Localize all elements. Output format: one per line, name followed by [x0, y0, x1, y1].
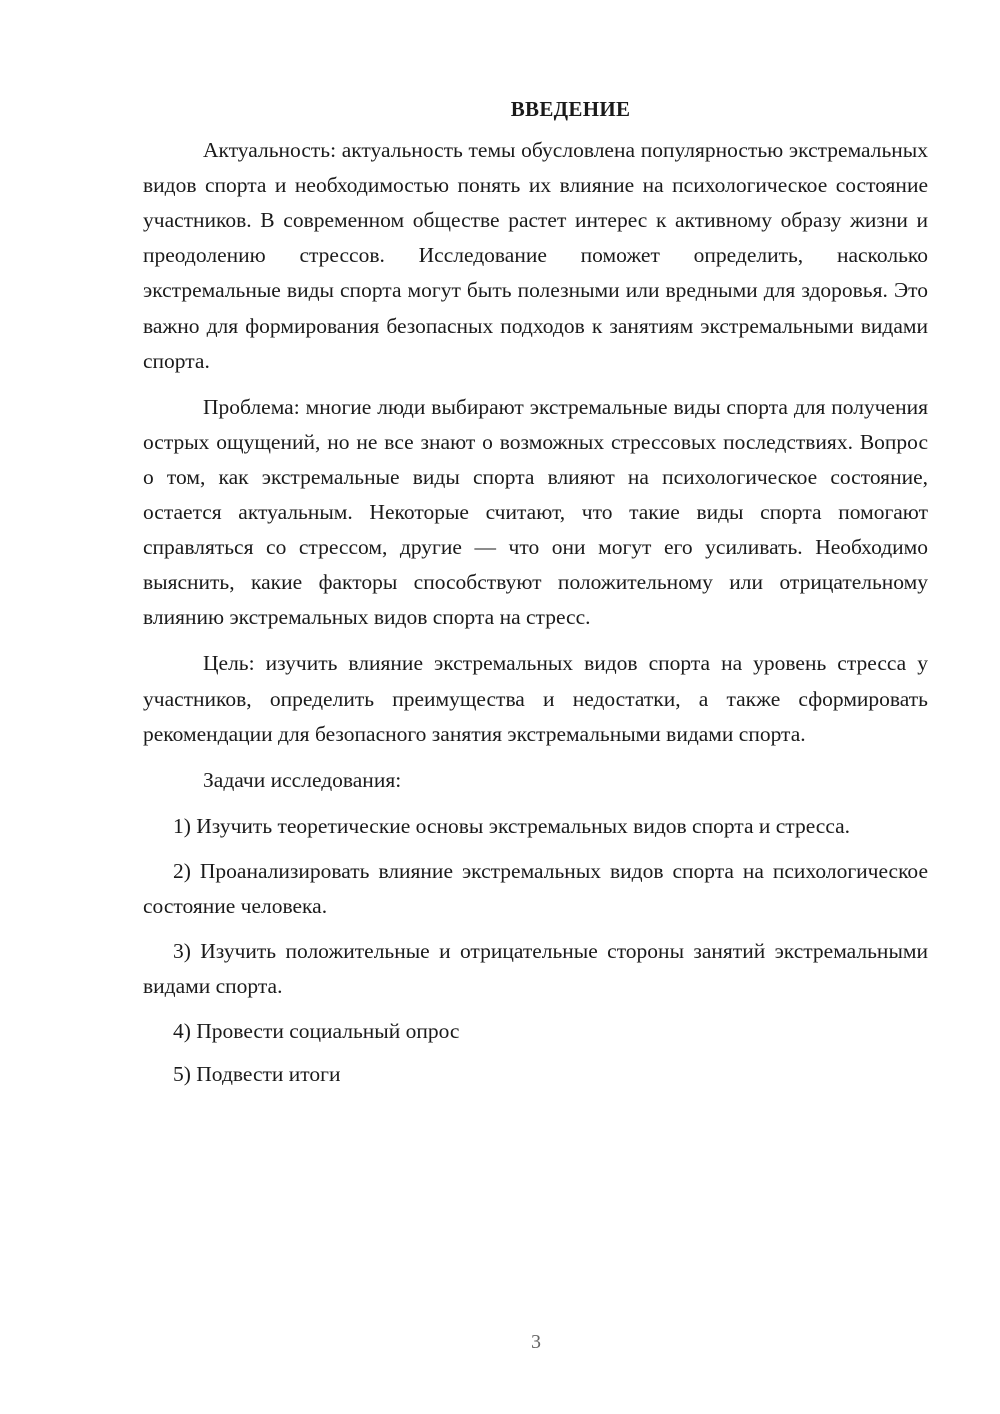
list-item: 1) Изучить теоретические основы экстремальных видов спорта и стресса.: [173, 813, 851, 838]
list-item: 4) Провести социальный опрос: [173, 1019, 460, 1044]
document-title: ВВЕДЕНИЕ: [510, 97, 631, 121]
paragraph-goal: Цель: изучить влияние экстремальных видов спорта на уровень стресса у участников, определить преимущества и недостатки, а также сформировать рекомендации для безопасного занятия экстремальными видами спорта.: [143, 651, 928, 746]
page-number: 3: [531, 1331, 541, 1353]
document-page: [143, 92, 928, 1100]
tasks-heading: Задачи исследования:: [203, 767, 402, 792]
paragraph-problem: Проблема: многие люди выбирают экстремальные виды спорта для получения острых ощущений, но не все знают о возможных стрессовых последствиях. Вопрос о том, как экстремальные виды спорта влияют на психологическое состояние, остается актуальным. Некоторые считают, что такие виды спорта помогают справляться со стрессом, другие — что они могут его усиливать. Необходимо выяснить, какие факторы способствуют положительному или отрицательному влиянию экстремальных видов спорта на стресс.: [143, 394, 928, 630]
list-item: 3) Изучить положительные и отрицательные стороны занятий экстремальными видами спорта.: [143, 939, 928, 999]
paragraph-relevance: Актуальность: актуальность темы обусловлена популярностью экстремальных видов спорта и необходимостью понять их влияние на психологическое состояние участников. В современном обществе растет интерес к активному образу жизни и преодолению стрессов. Исследование поможет определить, насколько экстремальные виды спорта могут быть полезными или вредными для здоровья. Это важно для формирования безопасных подходов к занятиям экстремальными видами спорта.: [143, 138, 928, 373]
list-item: 2) Проанализировать влияние экстремальных видов спорта на психологическое состояние человека.: [143, 858, 928, 918]
list-item: 5) Подвести итоги: [173, 1062, 341, 1087]
tasks-list: [143, 809, 928, 1093]
